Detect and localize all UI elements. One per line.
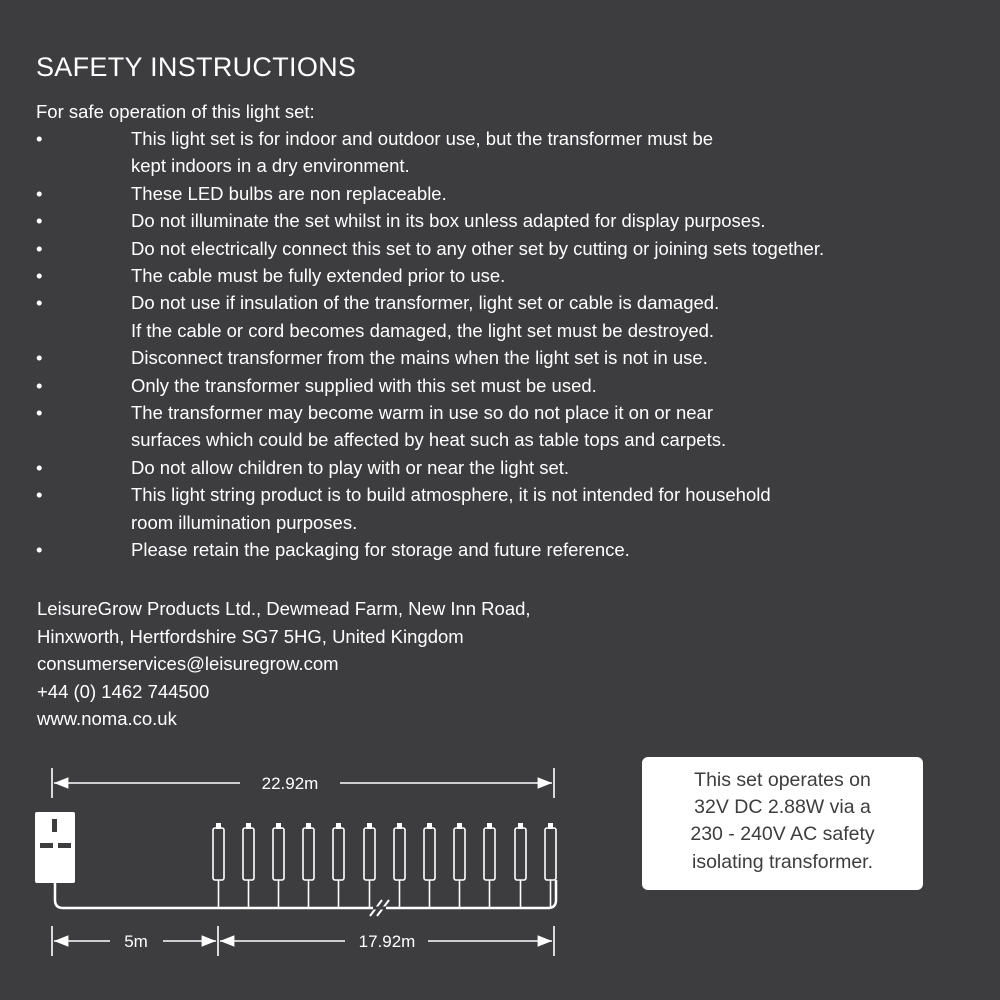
bullet-dot: • xyxy=(36,210,43,232)
plug-pin-right xyxy=(58,843,71,848)
contact-website: www.noma.co.uk xyxy=(37,708,177,729)
list-item-text: Do not illuminate the set whilst in its box unless adapted for display purposes. xyxy=(131,210,766,232)
led-bulb-icon xyxy=(454,823,465,908)
bullet-dot: • xyxy=(36,182,43,204)
list-item xyxy=(36,481,986,536)
list-item-text: Do not use if insulation of the transformer, light set or cable is damaged. If the cable or cord becomes damaged, the light set must be destroyed. xyxy=(131,292,720,341)
power-info-line: 230 - 240V AC safety xyxy=(690,823,875,846)
bullet-dot: • xyxy=(36,128,43,149)
power-info-line: This set operates on xyxy=(694,769,871,791)
page-title: SAFETY INSTRUCTIONS xyxy=(36,52,357,82)
list-item-text: Do not allow children to play with or near the light set. xyxy=(131,456,570,478)
led-bulb-icon xyxy=(243,823,254,908)
list-item-text: This light set is for indoor and outdoor use, but the transformer must be kept indoors in a dry environment. xyxy=(131,128,714,177)
list-item-text: Do not electrically connect this set to any other set by cutting or joining sets together. xyxy=(131,237,825,259)
safety-list xyxy=(36,125,986,564)
led-bulb-icon xyxy=(213,823,224,908)
contact-block xyxy=(37,595,531,733)
lit-length-label: 17.92m xyxy=(358,932,416,951)
list-item-text: Only the transformer supplied with this set must be used. xyxy=(131,374,597,396)
list-item xyxy=(36,262,986,289)
bullet-dot: • xyxy=(36,347,43,369)
power-info-line: isolating transformer. xyxy=(692,850,873,873)
led-bulb-icon xyxy=(545,823,556,908)
led-bulb-icon xyxy=(394,823,405,908)
bullet-dot: • xyxy=(36,237,43,259)
list-item-text: This light string product is to build atmosphere, it is not intended for household room illumination purposes. xyxy=(131,484,771,533)
list-item xyxy=(36,372,986,399)
bullet-dot: • xyxy=(36,402,43,424)
bullet-dot: • xyxy=(36,484,43,506)
plug-pin-left xyxy=(40,843,53,848)
led-bulb-icon xyxy=(303,823,314,908)
list-item-text: The transformer may become warm in use so do not place it on or near surfaces which could be affected by heat such as table tops and carpets. xyxy=(131,402,727,451)
list-item xyxy=(36,207,986,234)
total-length-label: 22.92m xyxy=(261,774,319,793)
lead-length-label: 5m xyxy=(124,932,148,951)
led-bulb-icon xyxy=(484,823,495,908)
list-item-text: The cable must be fully extended prior to use. xyxy=(131,265,506,287)
bullet-dot: • xyxy=(36,456,43,478)
bullet-dot: • xyxy=(36,539,43,561)
led-bulb-icon xyxy=(273,823,284,908)
contact-email: consumerservices@leisuregrow.com xyxy=(37,653,339,674)
address-line-2: Hinxworth, Hertfordshire SG7 5HG, United Kingdom xyxy=(37,625,464,647)
address-line-1: LeisureGrow Products Ltd., Dewmead Farm, New Inn Road, xyxy=(37,598,531,619)
list-item xyxy=(36,180,986,207)
intro-text: For safe operation of this light set: xyxy=(36,101,315,122)
list-item xyxy=(36,235,986,262)
bullet-dot: • xyxy=(36,292,43,314)
cable xyxy=(55,880,556,908)
bulb-row xyxy=(213,823,556,908)
bullet-dot: • xyxy=(36,374,43,396)
light-set-diagram xyxy=(0,740,620,980)
list-item xyxy=(36,125,986,180)
contact-phone: +44 (0) 1462 744500 xyxy=(37,680,210,702)
power-info-box xyxy=(642,757,923,890)
power-info-line: 32V DC 2.88W via a xyxy=(694,796,871,819)
list-item xyxy=(36,399,986,454)
list-item xyxy=(36,536,986,563)
led-bulb-icon xyxy=(364,823,375,908)
list-item-text: Please retain the packaging for storage and future reference. xyxy=(131,539,630,561)
plug-pin-top xyxy=(52,819,57,832)
list-item-text: These LED bulbs are non replaceable. xyxy=(131,182,447,204)
list-item xyxy=(36,344,986,371)
bullet-dot: • xyxy=(36,265,43,287)
list-item-text: Disconnect transformer from the mains when the light set is not in use. xyxy=(131,347,708,369)
led-bulb-icon xyxy=(424,823,435,908)
list-item xyxy=(36,454,986,481)
led-bulb-icon xyxy=(515,823,526,908)
led-bulb-icon xyxy=(333,823,344,908)
list-item xyxy=(36,289,986,344)
